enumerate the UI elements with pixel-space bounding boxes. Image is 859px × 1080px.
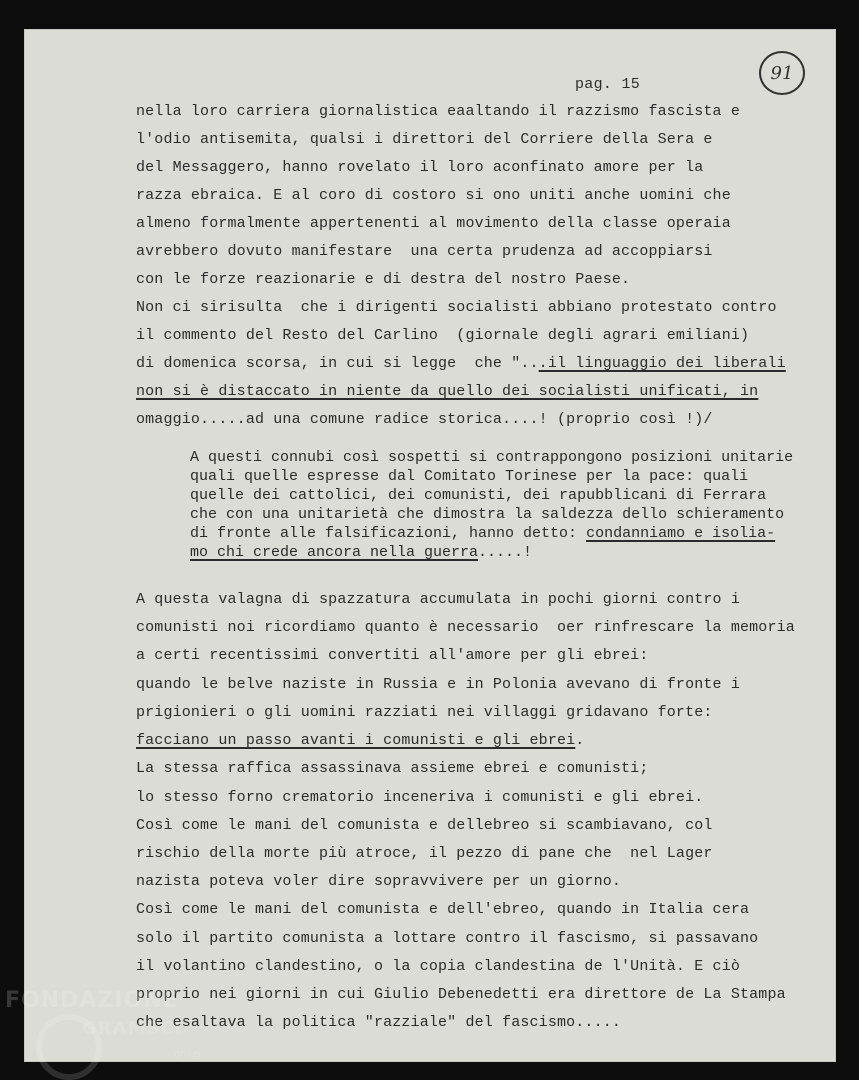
archive-stamp: 91 bbox=[759, 51, 805, 95]
watermark-title: FONDAZIONE bbox=[5, 988, 179, 1013]
quote-line: quelle dei cattolici, dei comunisti, dei rapubblicani di Ferrara bbox=[190, 487, 767, 504]
body-line: il commento del Resto del Carlino (giornale degli agrari emiliani) bbox=[136, 327, 750, 344]
underlined-slogan: condanniamo e isolia- bbox=[586, 525, 776, 542]
body-line: A questa valagna di spazzatura accumulata in pochi giorni contro i bbox=[136, 591, 740, 608]
body-line: nella loro carriera giornalistica eaaltando il razzismo fascista e bbox=[136, 103, 740, 120]
underlined-slogan: mo chi crede ancora nella guerra bbox=[190, 544, 479, 561]
body-text: di domenica scorsa, in cui si legge che ".. bbox=[136, 355, 539, 372]
quote-line: che con una unitarietà che dimostra la saldezza dello schieramento bbox=[190, 506, 785, 523]
underlined-quote: .il linguaggio dei liberali bbox=[538, 355, 786, 372]
body-line: quando le belve naziste in Russia e in Polonia avevano di fronte i bbox=[136, 676, 740, 693]
body-line: avrebbero dovuto manifestare una certa prudenza ad accoppiarsi bbox=[136, 243, 713, 260]
body-line: l'odio antisemita, qualsi i direttori del Corriere della Sera e bbox=[136, 131, 713, 148]
body-line: La stessa raffica assassinava assieme ebrei e comunisti; bbox=[136, 760, 649, 777]
body-line: lo stesso forno crematorio inceneriva i comunisti e gli ebrei. bbox=[136, 789, 704, 806]
body-line: Così come le mani del comunista e dellebreo si scambiavano, col bbox=[136, 817, 713, 834]
body-line: prigionieri o gli uomini razziati nei villaggi gridavano forte: bbox=[136, 704, 713, 721]
body-text: . bbox=[575, 732, 585, 749]
body-line: con le forze reazionarie e di destra del nostro Paese. bbox=[136, 271, 631, 288]
underlined-slogan: facciano un passo avanti i comunisti e gli ebrei bbox=[136, 732, 576, 749]
body-line: proprio nei giorni in cui Giulio Debenedetti era direttore de La Stampa bbox=[136, 986, 786, 1003]
body-line: Non ci sirisulta che i dirigenti socialisti abbiano protestato contro bbox=[136, 299, 777, 316]
quote-text: di fronte alle falsificazioni, hanno detto: bbox=[190, 525, 578, 542]
body-line: a certi recentissimi convertiti all'amore per gli ebrei: bbox=[136, 647, 649, 664]
quote-line bbox=[190, 544, 532, 561]
watermark-tag: onlus bbox=[174, 1049, 201, 1060]
body-line: almeno formalmente appertenenti al movimento della classe operaia bbox=[136, 215, 731, 232]
body-line bbox=[136, 732, 584, 749]
body-line: comunisti noi ricordiamo quanto è necessario oer rinfrescare la memoria bbox=[136, 619, 795, 636]
body-line-underlined: non si è distaccato in niente da quello dei socialisti unificati, in bbox=[136, 383, 759, 400]
body-line: del Messaggero, hanno rovelato il loro aconfinato amore per la bbox=[136, 159, 704, 176]
quote-line: quali quelle espresse dal Comitato Torinese per la pace: quali bbox=[190, 468, 749, 485]
watermark-subtitle: GRAMSCI bbox=[82, 1018, 183, 1039]
body-line: rischio della morte più atroce, il pezzo di pane che nel Lager bbox=[136, 845, 713, 862]
body-line: Così come le mani del comunista e dell'ebreo, quando in Italia cera bbox=[136, 901, 750, 918]
body-line: nazista poteva voler dire sopravvivere per un giorno. bbox=[136, 873, 622, 890]
page-number: pag. 15 bbox=[575, 76, 641, 93]
body-line: razza ebraica. E al coro di costoro si ono uniti anche uomini che bbox=[136, 187, 731, 204]
body-line: omaggio.....ad una comune radice storica....! (proprio così !)/ bbox=[136, 411, 713, 428]
quote-line: A questi connubi così sospetti si contrappongono posizioni unitarie bbox=[190, 449, 794, 466]
body-line bbox=[136, 355, 786, 372]
body-line: che esaltava la politica "razziale" del fascismo..... bbox=[136, 1014, 622, 1031]
quote-text: .....! bbox=[478, 544, 533, 561]
body-line: solo il partito comunista a lottare contro il fascismo, si passavano bbox=[136, 930, 759, 947]
quote-line bbox=[190, 525, 775, 542]
body-line: il volantino clandestino, o la copia clandestina de l'Unità. E ciò bbox=[136, 958, 740, 975]
